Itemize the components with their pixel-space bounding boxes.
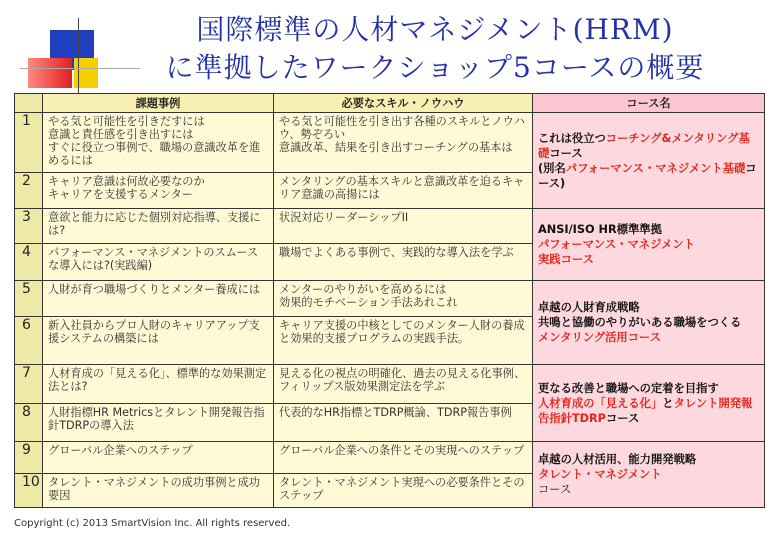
row-number: 9 [15, 442, 43, 474]
header-course: コース名 [533, 94, 765, 113]
course-2-highlight: パフォーマンス・マネジメント [538, 238, 695, 251]
course-2-suffix: 実践コース [538, 253, 594, 266]
row-number: 1 [15, 113, 43, 173]
course-1-alias-suffix: コース) [538, 161, 757, 190]
course-cell-1 [533, 113, 765, 209]
course-cell-4 [533, 365, 765, 442]
table-header-row [15, 94, 765, 113]
copyright-notice: Copyright (c) 2013 SmartVision Inc. All rights reserved. [14, 518, 291, 529]
header-skills: 必要なスキル・ノウハウ [274, 94, 533, 113]
table-row [15, 442, 765, 474]
skills-cell: グローバル企業への条件とその実現へのステップ [274, 442, 533, 474]
table-row [15, 209, 765, 244]
skills-cell: キャリア支援の中核としてのメンター人財の養成と効果的支援プログラムの実践手法。 [274, 317, 533, 365]
skills-cell: タレント・マネジメント実現への必要条件とそのステップ [274, 474, 533, 508]
course-overview-table [14, 93, 765, 508]
skills-cell: やる気と可能性を引き出す各種のスキルとノウハウ、勢ぞろい 意識改革、結果を引き出すコーチングの基本は [274, 113, 533, 173]
case-cell: 人財が育つ職場づくりとメンター養成には [43, 281, 274, 317]
case-cell: 新入社員からプロ人財のキャリアアップ支援システムの構築には [43, 317, 274, 365]
course-4-highlight-1: 人材育成の「見える化」 [538, 396, 663, 410]
course-1-text: これは役立つ [538, 131, 606, 145]
case-cell: 人材育成の「見える化」、標準的な効果測定法とは? [43, 365, 274, 404]
skills-cell: 状況対応リーダーシップII [274, 209, 533, 244]
course-1-alias-highlight: パフォーマンス・マネジメント基礎 [565, 161, 746, 175]
case-cell: 意欲と能力に応じた個別対応指導、支援には? [43, 209, 274, 244]
case-cell: タレント・マネジメントの成功事例と成功要因 [43, 474, 274, 508]
case-cell: グローバル企業へのステップ [43, 442, 274, 474]
slide-title-line-2: に準拠したワークショップ5コースの概要 [165, 51, 705, 84]
course-3-text: 卓越の人財育成戦略 [538, 301, 640, 314]
course-5-highlight: タレント・マネジメント [538, 468, 662, 481]
skills-cell: 見える化の視点の明確化、過去の見える化事例、フィリップス版効果測定法を学ぶ [274, 365, 533, 404]
course-1-highlight: コーチング&メンタリング基礎 [538, 131, 750, 160]
course-4-joiner: と [662, 396, 674, 410]
decor-vertical-line [78, 18, 79, 96]
row-number: 7 [15, 365, 43, 404]
skills-cell: メンタリングの基本スキルと意識改革を迫るキャリア意識の高揚には [274, 173, 533, 209]
course-cell-2 [533, 209, 765, 281]
course-cell-5 [533, 442, 765, 508]
course-1-suffix: コース [549, 146, 583, 160]
course-1-alias-prefix: (別名 [538, 161, 566, 175]
course-3-subtitle: 共鳴と協働のやりがいある職場をつくる [538, 316, 742, 329]
skills-cell: メンターのやりがいを高めるには 効果的モチベーション手法あれこれ [274, 281, 533, 317]
row-number: 5 [15, 281, 43, 317]
row-number: 8 [15, 404, 43, 442]
case-cell: やる気と可能性を引きだすには 意識と責任感を引き出すには すぐに役立つ事例で、職場の意識改革を進めるには [43, 113, 274, 173]
case-cell: パフォーマンス・マネジメントのスムースな導入には?(実践編) [43, 244, 274, 281]
course-3-highlight: メンタリング活用コース [538, 331, 662, 344]
course-4-text: 更なる改善と職場への定着を目指す [538, 381, 719, 395]
table-row [15, 365, 765, 404]
case-cell: キャリア意識は何故必要なのか キャリアを支援するメンター [43, 173, 274, 209]
course-5-suffix: コース [538, 483, 572, 496]
case-cell: 人財指標HR Metricsとタレント開発報告指針TDRPの導入法 [43, 404, 274, 442]
row-number: 6 [15, 317, 43, 365]
header-case: 課題事例 [43, 94, 274, 113]
table-row [15, 113, 765, 173]
course-4-suffix: コース [605, 411, 640, 425]
course-5-text: 卓越の人材活用、能力開発戦略 [538, 453, 697, 466]
course-cell-3 [533, 281, 765, 365]
row-number: 4 [15, 244, 43, 281]
skills-cell: 代表的なHR指標とTDRP概論、TDRP報告事例 [274, 404, 533, 442]
decor-red-square [28, 58, 72, 88]
row-number: 2 [15, 173, 43, 209]
course-4-highlight-2: タレント開発報告指針TDRP [538, 396, 753, 425]
skills-cell: 職場でよくある事例で、実践的な導入法を学ぶ [274, 244, 533, 281]
header-number [15, 94, 43, 113]
course-2-text: ANSI/ISO HR標準準拠 [538, 223, 662, 236]
row-number: 3 [15, 209, 43, 244]
row-number: 10 [15, 474, 43, 508]
table-row [15, 281, 765, 317]
slide-title-line-1: 国際標準の人材マネジメント(HRM) [196, 13, 674, 46]
